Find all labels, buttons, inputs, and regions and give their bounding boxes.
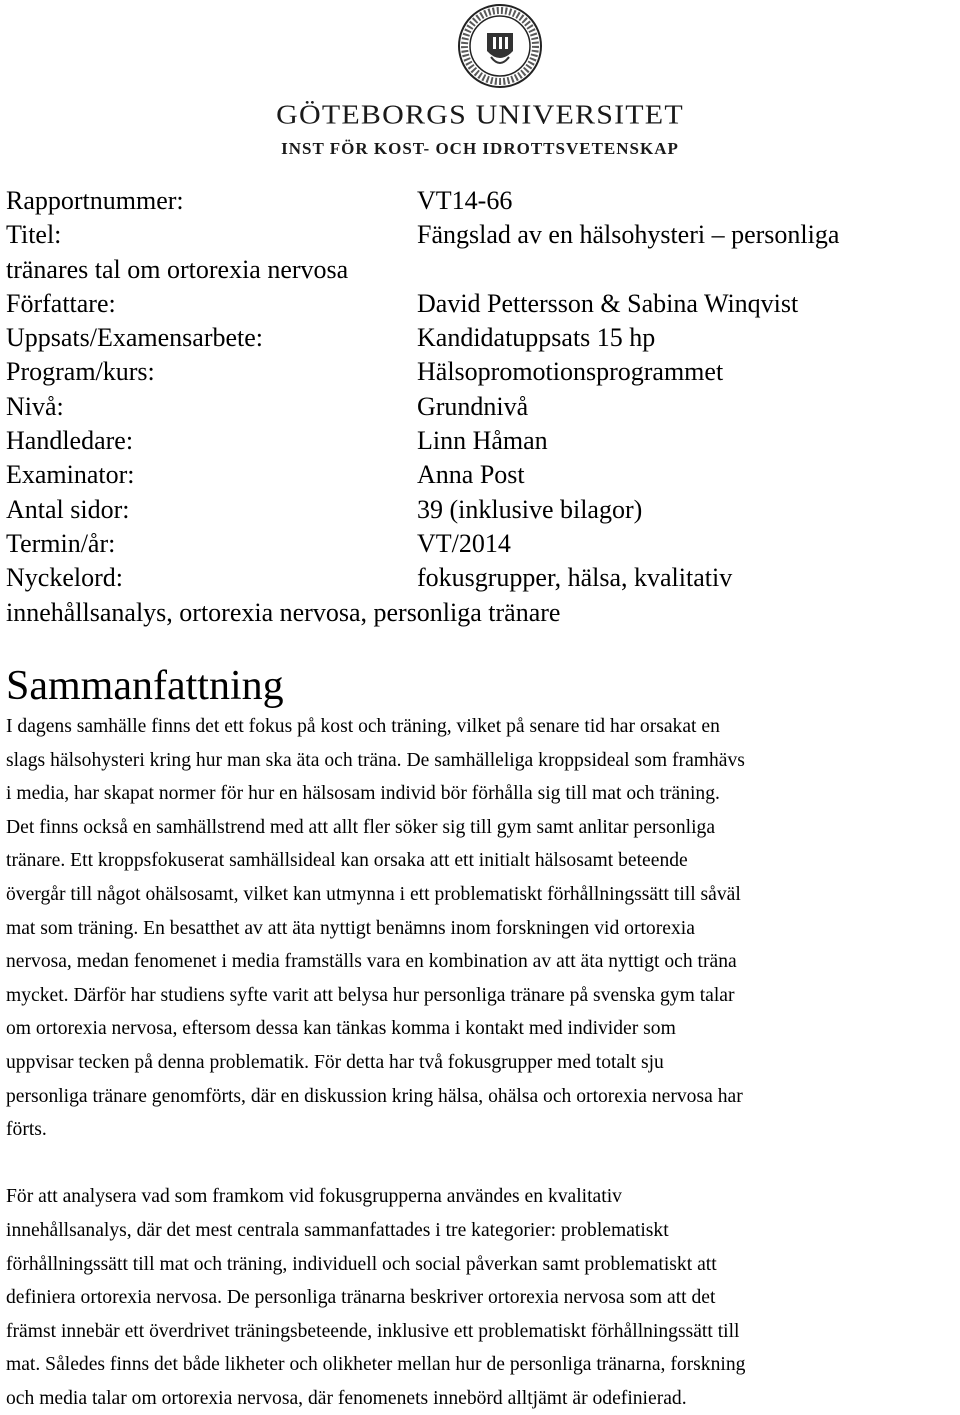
summary-line: personliga tränare genomförts, där en diskussion kring hälsa, ohälsa och ortorexia nervosa har [6,1085,743,1107]
summary-line: innehållsanalys, där det mest centrala sammanfattades i tre kategorier: problematiskt [6,1219,669,1241]
meta-row-examiner [6,458,956,492]
summary-line: övergår till något ohälsosamt, vilket kan utmynna i ett problematiskt förhållningssätt till såväl [6,883,741,905]
meta-row-report-number [6,184,956,218]
meta-row-level [6,390,956,424]
meta-row-term [6,527,956,561]
meta-keywords-continuation: innehållsanalys, ortorexia nervosa, personliga tränare [6,597,561,627]
summary-line: tränare. Ett kroppsfokuserat samhällsideal kan orsaka att ett initialt hälsosamt beteende [6,850,688,872]
summary-line: förts. [6,1119,47,1141]
meta-label: Examinator: [6,460,135,490]
meta-label: Termin/år: [6,528,116,558]
summary-line: mat. Således finns det både likheter och olikheter mellan hur de personliga tränarna, forskning [6,1354,746,1376]
summary-paragraph [6,710,958,1147]
meta-title-continuation: tränares tal om ortorexia nervosa [6,254,349,284]
meta-value: Grundnivå [417,391,529,421]
meta-row-supervisor [6,424,956,458]
meta-label: Rapportnummer: [6,186,184,215]
meta-label: Handledare: [6,426,134,456]
meta-value: 39 (inklusive bilagor) [417,494,643,524]
summary-line: Det finns också en samhällstrend med att allt fler söker sig till gym samt anlitar personliga [6,816,716,838]
meta-row-pages [6,493,956,527]
summary-line: mycket. Därför har studiens syfte varit att belysa hur personliga tränare på svenska gym talar [6,984,735,1006]
summary-line: nervosa, medan fenomenet i media framställs vara en kombination av att äta nyttigt och träna [6,951,737,973]
summary-line: I dagens samhälle finns det ett fokus på kost och träning, vilket på senare tid har orsakat en [6,716,720,737]
meta-value: Kandidatuppsats 15 hp [417,323,656,353]
summary-line: om ortorexia nervosa, eftersom dessa kan tänkas komma i kontakt med individer som [6,1018,676,1040]
meta-label: Uppsats/Examensarbete: [6,323,264,353]
meta-label: Program/kurs: [6,357,155,387]
university-seal-icon [457,3,543,89]
summary-heading: Sammanfattning [6,663,284,709]
meta-value: David Pettersson & Sabina Winqvist [417,288,799,318]
summary-line: förhållningssätt till mat och träning, individuell och social påverkan samt problematiskt att [6,1253,717,1275]
meta-row-authors [6,287,956,321]
meta-label: Antal sidor: [6,494,130,524]
meta-value: Linn Håman [417,426,548,456]
meta-label: Nivå: [6,391,64,421]
meta-label: Författare: [6,288,116,318]
meta-row-program [6,355,956,389]
meta-row-keywords [6,561,956,595]
summary-line: slags hälsohysteri kring hur man ska äta och träna. De samhälleliga kroppsideal som framhävs [6,749,745,771]
meta-value: Anna Post [417,460,525,490]
meta-value: VT14-66 [417,186,513,215]
summary-paragraph [6,1180,958,1415]
meta-row-thesis-type [6,321,956,355]
summary-line: uppvisar tecken på denna problematik. För detta har två fokusgrupper med totalt sju [6,1051,664,1073]
summary-line: och media talar om ortorexia nervosa, där fenomenets innebörd alltjämt är odefinierad. [6,1387,687,1409]
university-name: GÖTEBORGS UNIVERSITET [276,99,684,130]
institution-name: INST FÖR KOST- OCH IDROTTSVETENSKAP [281,139,679,158]
summary-line: främst innebär ett överdrivet träningsbeteende, inklusive ett problematiskt förhållningssätt till [6,1320,740,1342]
meta-value: fokusgrupper, hälsa, kvalitativ [417,563,733,593]
report-metadata [6,184,956,630]
summary-line: definiera ortorexia nervosa. De personliga tränarna beskriver ortorexia nervosa som att det [6,1287,716,1309]
meta-row-title [6,218,956,252]
summary-line: För att analysera vad som framkom vid fokusgrupperna användes en kvalitativ [6,1186,622,1208]
meta-label: Nyckelord: [6,563,123,593]
meta-value: VT/2014 [417,528,511,558]
meta-value: Hälsopromotionsprogrammet [417,357,724,387]
meta-label: Titel: [6,220,62,250]
summary-body [6,710,958,1415]
document-header [0,0,960,170]
meta-value: Fängslad av en hälsohysteri – personliga [417,220,840,250]
summary-line: mat som träning. En besatthet av att äta nyttigt benämns inom forskningen vid ortorexia [6,917,695,939]
summary-line: i media, har skapat normer för hur en hälsosam individ bör förhålla sig till mat och träning. [6,783,720,805]
